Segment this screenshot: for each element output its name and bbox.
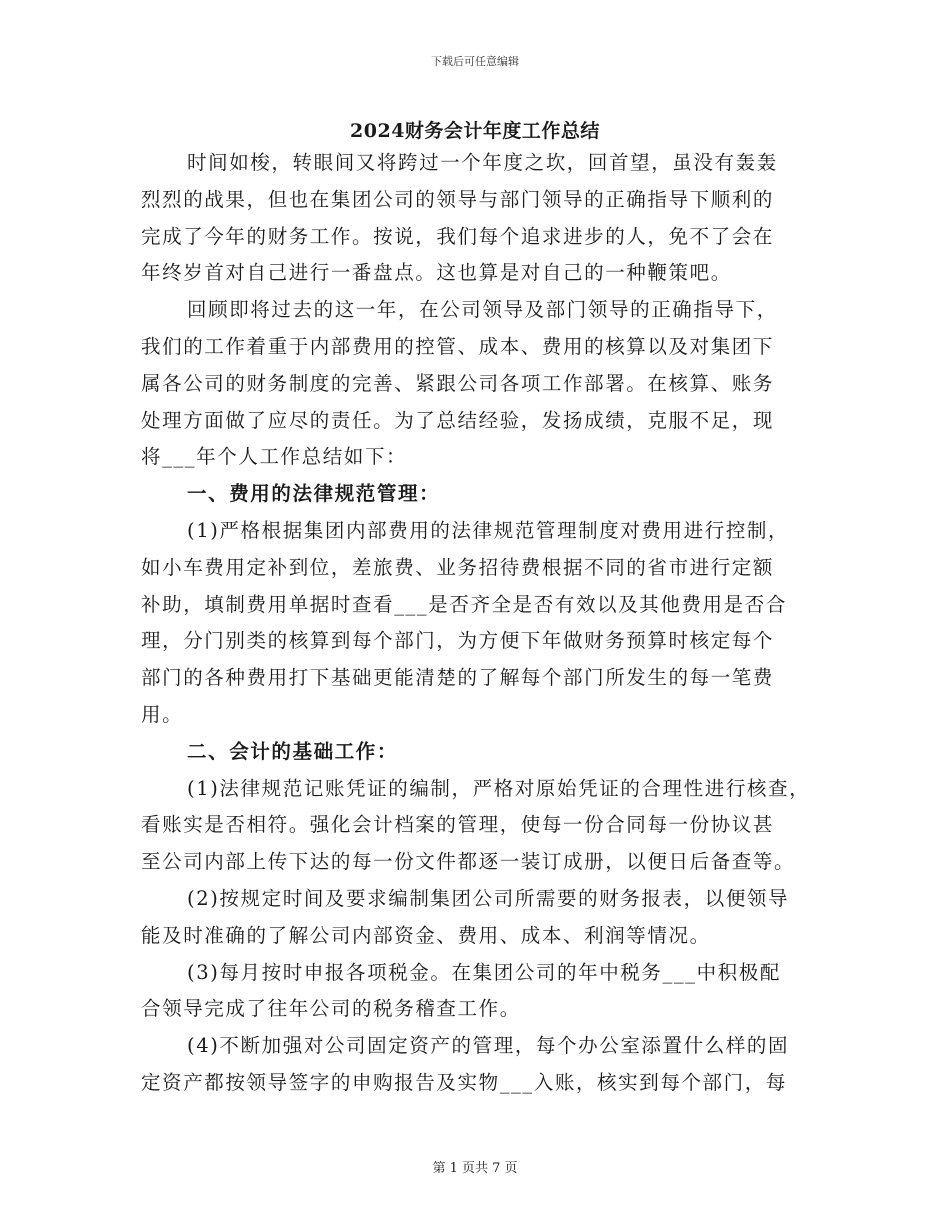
page-footer: 第 1 页共 7 页	[432, 1161, 518, 1176]
text-line: 烈烈的战果，但也在集团公司的领导与部门领导的正确指导下顺利的	[141, 187, 775, 211]
text-line: (4)不断加强对公司固定资产的管理，每个办公室添置什么样的固	[187, 1034, 790, 1058]
text-line: 能及时准确的了解公司内部资金、费用、成本、利润等情况。	[141, 923, 711, 947]
text-line: 完成了今年的财务工作。按说，我们每个追求进步的人，免不了会在	[141, 224, 775, 248]
document-body	[141, 145, 811, 1102]
text-line: (1)法律规范记账凭证的编制，严格对原始凭证的合理性进行核查，	[187, 776, 811, 800]
text-line: 用。	[141, 702, 184, 726]
header-note: 下载后可任意编辑	[431, 55, 519, 68]
text-line: (2)按规定时间及要求编制集团公司所需要的财务报表，以便领导	[187, 886, 790, 910]
text-line: 看账实是否相符。强化会计档案的管理，使每一份合同每一份协议甚	[141, 813, 775, 837]
section-heading: 二、会计的基础工作：	[187, 739, 399, 763]
text-line: 处理方面做了应尽的责任。为了总结经验，发扬成绩，克服不足，现	[141, 408, 775, 432]
text-line: (3)每月按时申报各项税金。在集团公司的年中税务___中积极配	[187, 960, 781, 984]
text-line: 回顾即将过去的这一年，在公司领导及部门领导的正确指导下，	[187, 298, 778, 322]
text-line: 至公司内部上传下达的每一份文件都逐一装订成册，以便日后备查等。	[141, 850, 796, 874]
text-line: 定资产都按领导签字的申购报告及实物___入账，核实到每个部门，每	[141, 1070, 787, 1094]
document-title: 2024财务会计年度工作总结	[350, 120, 600, 142]
text-line: 年终岁首对自己进行一番盘点。这也算是对自己的一种鞭策吧。	[141, 261, 732, 285]
text-line: 如小车费用定补到位，差旅费、业务招待费根据不同的省市进行定额	[141, 555, 775, 579]
text-line: (1)严格根据集团内部费用的法律规范管理制度对费用进行控制，	[187, 518, 790, 542]
section-heading: 一、费用的法律规范管理：	[187, 482, 441, 506]
text-line: 将___年个人工作总结如下：	[141, 445, 408, 469]
text-line: 补助，填制费用单据时查看___是否齐全是否有效以及其他费用是否合	[141, 592, 787, 616]
text-line: 合领导完成了往年公司的税务稽查工作。	[141, 997, 521, 1021]
text-line: 我们的工作着重于内部费用的控管、成本、费用的核算以及对集团下	[141, 334, 775, 358]
text-line: 理，分门别类的核算到每个部门，为方便下年做财务预算时核定每个	[141, 629, 775, 653]
text-line: 时间如梭，转眼间又将跨过一个年度之坎，回首望，虽没有轰轰	[187, 151, 778, 174]
text-line: 部门的各种费用打下基础更能清楚的了解每个部门所发生的每一笔费	[141, 666, 775, 690]
text-line: 属各公司的财务制度的完善、紧跟公司各项工作部署。在核算、账务	[141, 371, 775, 395]
